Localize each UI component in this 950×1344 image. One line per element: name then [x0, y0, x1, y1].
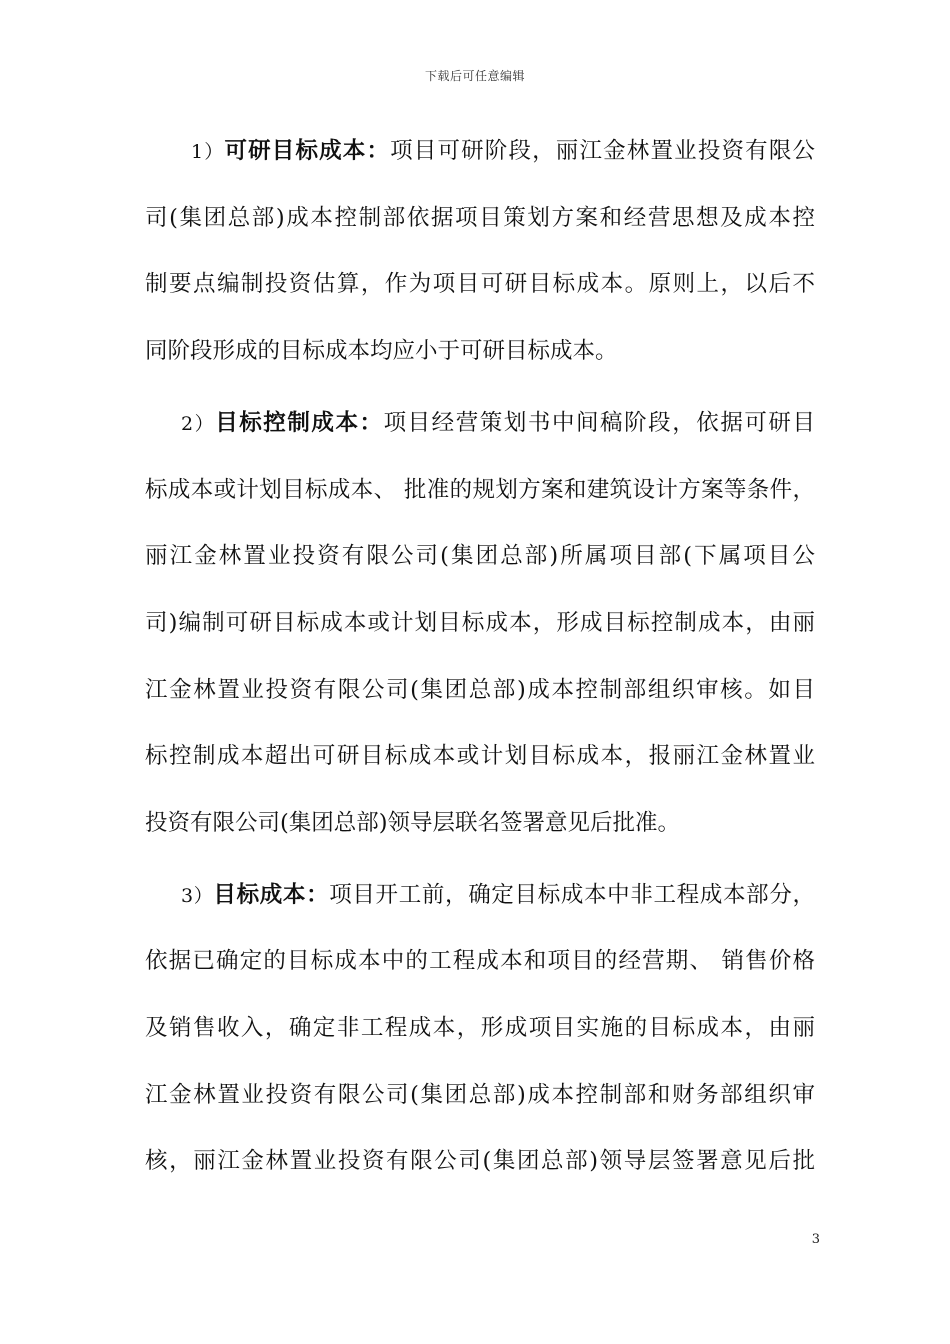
paragraph-1-line-1	[145, 136, 815, 167]
paragraph-2-term: 目标控制成本：	[215, 410, 384, 436]
paragraph-2-text: 项目经营策划书中间稿阶段，依据可研目	[383, 410, 815, 436]
paragraph-1-line-4: 同阶段形成的目标成本均应小于可研目标成本。	[145, 338, 618, 364]
paragraph-1-line-2: 司(集团总部)成本控制部依据项目策划方案和经营思想及成本控	[145, 205, 815, 231]
paragraph-3-text: 项目开工前，确定目标成本中非工程成本部分，	[329, 882, 815, 908]
paragraph-1-text: 项目可研阶段，丽江金林置业投资有限公	[390, 138, 815, 164]
paragraph-3-line-2: 依据已确定的目标成本中的工程成本和项目的经营期、 销售价格	[145, 948, 815, 974]
paragraph-2-line-4: 司)编制可研目标成本或计划目标成本，形成目标控制成本，由丽	[145, 610, 815, 636]
paragraph-1-line-3: 制要点编制投资估算，作为项目可研目标成本。原则上，以后不	[145, 271, 815, 297]
page-number: 3	[811, 1232, 820, 1247]
paragraph-2-line-6: 标控制成本超出可研目标成本或计划目标成本，报丽江金林置业	[145, 743, 815, 769]
paragraph-3-line-1	[145, 880, 815, 911]
paragraph-2-number: 2）	[181, 413, 216, 435]
paragraph-2-line-2: 标成本或计划目标成本、 批准的规划方案和建筑设计方案等条件，	[145, 477, 815, 503]
paragraph-2-line-7: 投资有限公司(集团总部)领导层联名签署意见后批准。	[145, 810, 681, 836]
paragraph-3-number: 3）	[181, 885, 214, 907]
paragraph-3-line-5: 核，丽江金林置业投资有限公司(集团总部)领导层签署意见后批	[145, 1148, 815, 1174]
paragraph-1-term: 可研目标成本：	[224, 138, 391, 164]
paragraph-3-line-4: 江金林置业投资有限公司(集团总部)成本控制部和财务部组织审	[145, 1082, 815, 1108]
paragraph-2-line-5: 江金林置业投资有限公司(集团总部)成本控制部组织审核。如目	[145, 677, 815, 703]
header-note: 下载后可任意编辑	[424, 69, 525, 83]
paragraph-1-number: 1）	[191, 141, 225, 163]
paragraph-2-line-3: 丽江金林置业投资有限公司(集团总部)所属项目部(下属项目公	[145, 543, 815, 569]
paragraph-3-line-3: 及销售收入，确定非工程成本，形成项目实施的目标成本，由丽	[145, 1015, 815, 1041]
paragraph-3-term: 目标成本：	[213, 882, 330, 908]
paragraph-2-line-1	[145, 408, 815, 439]
